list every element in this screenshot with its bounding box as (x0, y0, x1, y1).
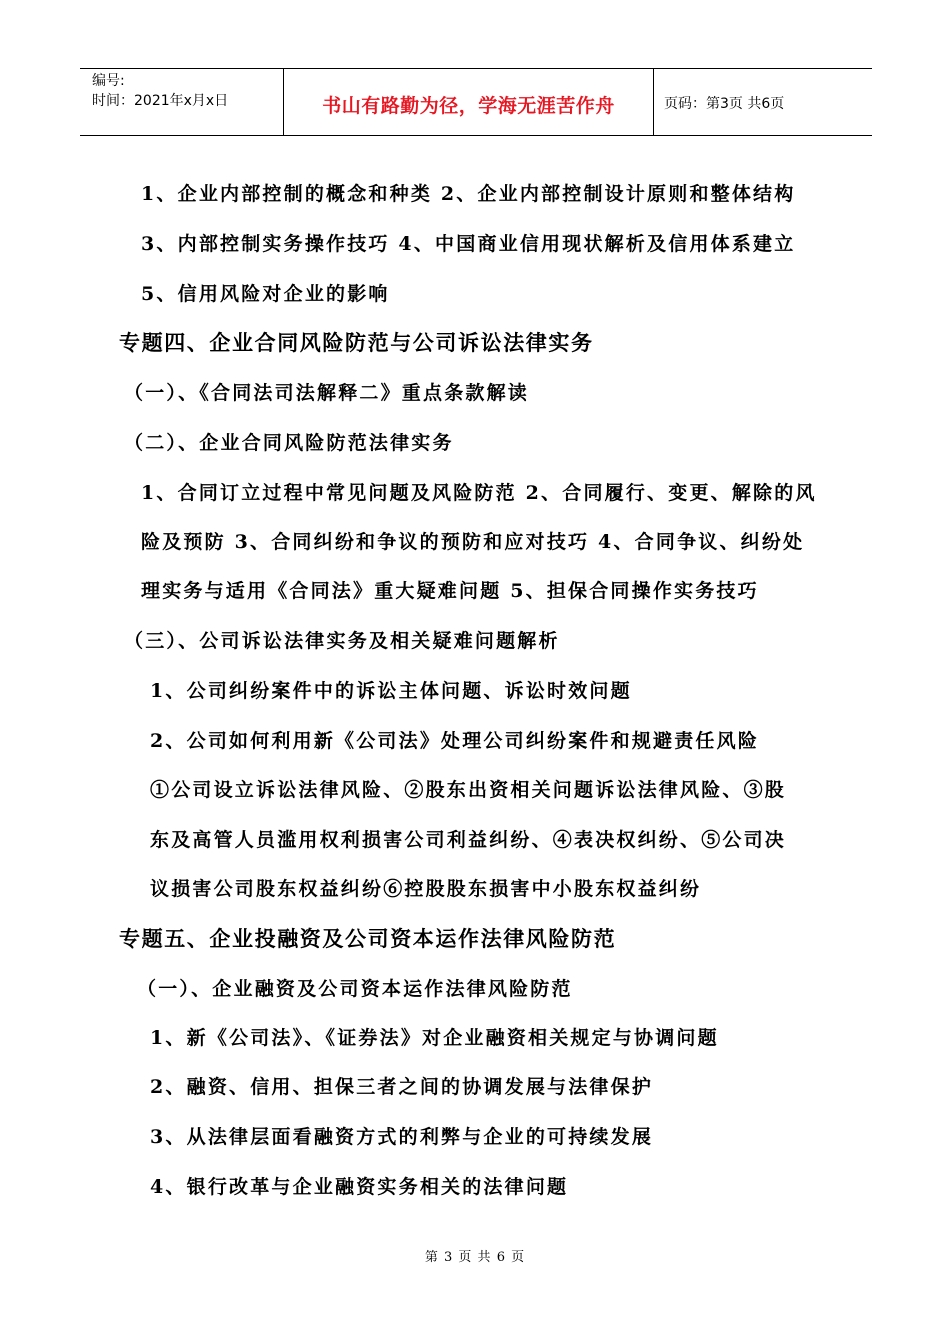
number-label: 编号: (92, 73, 125, 89)
header-page-label: 页码：第3页 共6页 (664, 96, 785, 112)
body-line: 2、公司如何利用新《公司法》处理公司纠纷案件和规避责任风险 (150, 730, 760, 752)
subsection-heading: （一）、企业融资及公司资本运作法律风险防范 (137, 978, 573, 1000)
header-table (80, 68, 872, 136)
time-label: 时间：2021年x月x日 (92, 93, 229, 109)
section-heading: 专题四、企业合同风险防范与公司诉讼法律实务 (119, 330, 594, 355)
body-line: 东及高管人员滥用权利损害公司利益纠纷、④表决权纠纷、⑤公司决 (150, 829, 787, 851)
body-line: 理实务与适用《合同法》重大疑难问题 5、担保合同操作实务技巧 (141, 580, 759, 602)
body-line: 险及预防 3、合同纠纷和争议的预防和应对技巧 4、合同争议、纠纷处 (141, 531, 805, 553)
body-line: 2、融资、信用、担保三者之间的协调发展与法律保护 (150, 1076, 654, 1098)
body-line: 3、内部控制实务操作技巧 4、中国商业信用现状解析及信用体系建立 (141, 233, 796, 255)
body-line: 1、合同订立过程中常见问题及风险防范 2、合同履行、变更、解除的风 (141, 482, 817, 504)
body-line: 1、企业内部控制的概念和种类 2、企业内部控制设计原则和整体结构 (141, 183, 796, 205)
subsection-heading: （二）、企业合同风险防范法律实务 (124, 432, 454, 454)
body-line: 1、新《公司法》、《证券法》对企业融资相关规定与协调问题 (150, 1027, 719, 1049)
header-meta-cell (80, 69, 284, 135)
header-motto: 书山有路勤为径，学海无涯苦作舟 (284, 69, 654, 135)
body-line: 1、公司纠纷案件中的诉讼主体问题、诉讼时效问题 (150, 680, 632, 702)
body-line: 议损害公司股东权益纠纷⑥控股股东损害中小股东权益纠纷 (150, 878, 702, 900)
subsection-heading: （一）、《合同法司法解释二》重点条款解读 (124, 382, 530, 404)
body-line: 5、信用风险对企业的影响 (141, 283, 390, 305)
body-line: 4、银行改革与企业融资实务相关的法律问题 (150, 1176, 569, 1198)
section-heading: 专题五、企业投融资及公司资本运作法律风险防范 (119, 926, 617, 951)
body-line: 3、从法律层面看融资方式的利弊与企业的可持续发展 (150, 1126, 654, 1148)
subsection-heading: （三）、公司诉讼法律实务及相关疑难问题解析 (124, 630, 560, 652)
body-line: ①公司设立诉讼法律风险、②股东出资相关问题诉讼法律风险、③股 (150, 779, 787, 801)
page-footer: 第 3 页 共 6 页 (424, 1250, 526, 1265)
